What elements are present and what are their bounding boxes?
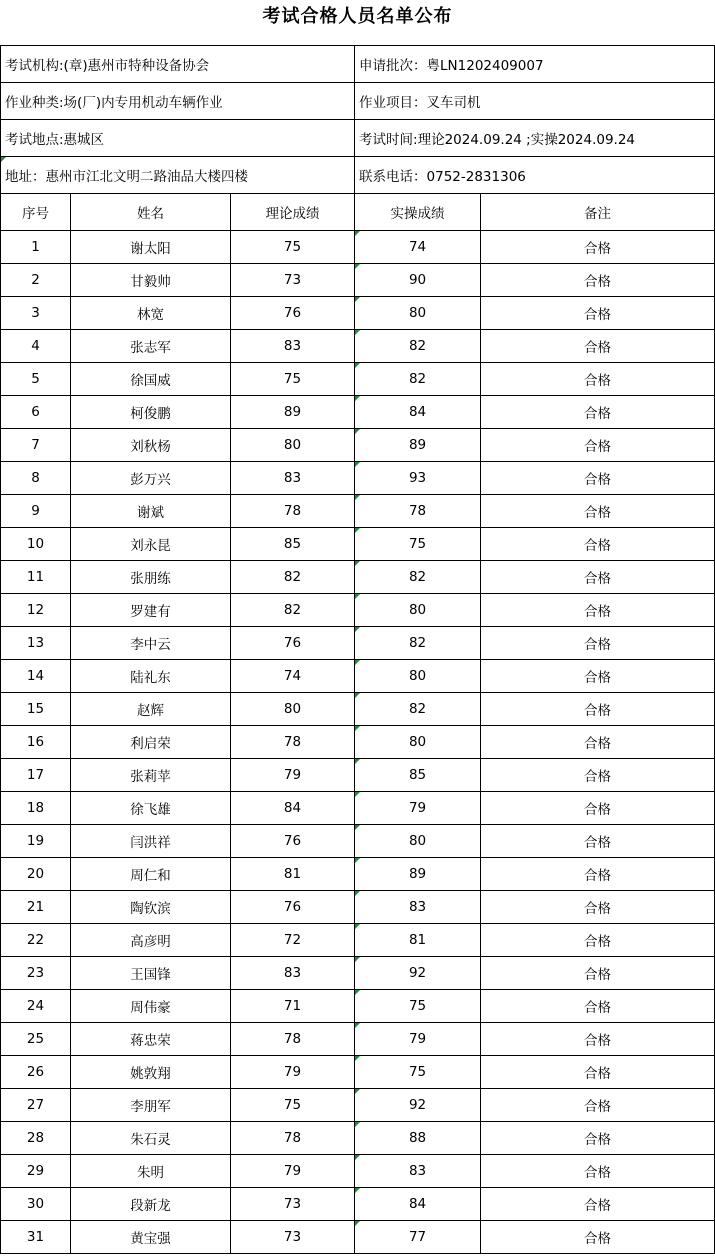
cell-theory-score: 83 (231, 462, 355, 495)
cell-theory-score: 73 (231, 264, 355, 297)
table-row (1, 1221, 715, 1254)
cell-name: 罗建有 (71, 594, 231, 627)
table-row (1, 726, 715, 759)
cell-remark: 合格 (481, 528, 715, 561)
address: 地址：惠州市江北文明二路油品大楼四楼 (1, 157, 355, 194)
cell-remark: 合格 (481, 990, 715, 1023)
cell-index: 7 (1, 429, 71, 462)
cell-index: 20 (1, 858, 71, 891)
cell-name: 谢斌 (71, 495, 231, 528)
cell-remark: 合格 (481, 1122, 715, 1155)
work-type: 作业种类:场(厂)内专用机动车辆作业 (1, 83, 355, 120)
cell-theory-score: 75 (231, 231, 355, 264)
cell-remark: 合格 (481, 759, 715, 792)
cell-name: 朱明 (71, 1155, 231, 1188)
cell-remark: 合格 (481, 561, 715, 594)
cell-practice-score: 84 (355, 396, 481, 429)
cell-name: 利启荣 (71, 726, 231, 759)
table-row (1, 594, 715, 627)
header-remark: 备注 (481, 194, 715, 231)
cell-practice-score: 82 (355, 363, 481, 396)
cell-name: 段新龙 (71, 1188, 231, 1221)
table-row (1, 1122, 715, 1155)
page-title: 考试合格人员名单公布 (262, 6, 453, 27)
table-row (1, 363, 715, 396)
cell-theory-score: 71 (231, 990, 355, 1023)
cell-practice-score: 83 (355, 891, 481, 924)
cell-practice-score: 75 (355, 1056, 481, 1089)
table-row (1, 1023, 715, 1056)
cell-name: 赵辉 (71, 693, 231, 726)
cell-index: 3 (1, 297, 71, 330)
cell-name: 黄宝强 (71, 1221, 231, 1254)
cell-index: 16 (1, 726, 71, 759)
table-row (1, 627, 715, 660)
cell-index: 9 (1, 495, 71, 528)
cell-practice-score: 82 (355, 330, 481, 363)
cell-theory-score: 78 (231, 726, 355, 759)
cell-index: 29 (1, 1155, 71, 1188)
cell-index: 27 (1, 1089, 71, 1122)
info-row-4 (1, 157, 715, 194)
results-table (0, 45, 715, 1254)
table-row (1, 693, 715, 726)
cell-index: 15 (1, 693, 71, 726)
cell-index: 13 (1, 627, 71, 660)
cell-theory-score: 72 (231, 924, 355, 957)
cell-name: 甘毅帅 (71, 264, 231, 297)
table-row (1, 231, 715, 264)
cell-theory-score: 75 (231, 1089, 355, 1122)
cell-remark: 合格 (481, 891, 715, 924)
cell-practice-score: 75 (355, 528, 481, 561)
cell-remark: 合格 (481, 693, 715, 726)
cell-theory-score: 76 (231, 297, 355, 330)
cell-index: 1 (1, 231, 71, 264)
table-row (1, 1089, 715, 1122)
table-row (1, 495, 715, 528)
cell-index: 2 (1, 264, 71, 297)
header-index: 序号 (1, 194, 71, 231)
cell-remark: 合格 (481, 462, 715, 495)
cell-theory-score: 78 (231, 495, 355, 528)
cell-name: 蒋忠荣 (71, 1023, 231, 1056)
exam-org: 考试机构:(章)惠州市特种设备协会 (1, 46, 355, 83)
cell-remark: 合格 (481, 363, 715, 396)
table-row (1, 891, 715, 924)
table-row (1, 330, 715, 363)
cell-index: 25 (1, 1023, 71, 1056)
cell-remark: 合格 (481, 1188, 715, 1221)
cell-index: 10 (1, 528, 71, 561)
cell-remark: 合格 (481, 297, 715, 330)
table-row (1, 759, 715, 792)
cell-name: 张朋练 (71, 561, 231, 594)
cell-practice-score: 77 (355, 1221, 481, 1254)
cell-name: 王国锋 (71, 957, 231, 990)
cell-theory-score: 89 (231, 396, 355, 429)
cell-practice-score: 85 (355, 759, 481, 792)
table-row (1, 429, 715, 462)
cell-practice-score: 78 (355, 495, 481, 528)
cell-practice-score: 93 (355, 462, 481, 495)
table-row (1, 825, 715, 858)
cell-practice-score: 80 (355, 825, 481, 858)
cell-index: 14 (1, 660, 71, 693)
cell-index: 23 (1, 957, 71, 990)
cell-name: 林宽 (71, 297, 231, 330)
cell-practice-score: 80 (355, 726, 481, 759)
cell-remark: 合格 (481, 429, 715, 462)
cell-index: 22 (1, 924, 71, 957)
cell-theory-score: 79 (231, 759, 355, 792)
cell-theory-score: 78 (231, 1023, 355, 1056)
cell-practice-score: 74 (355, 231, 481, 264)
cell-name: 高彦明 (71, 924, 231, 957)
cell-name: 周仁和 (71, 858, 231, 891)
exam-location: 考试地点:惠城区 (1, 120, 355, 157)
cell-theory-score: 75 (231, 363, 355, 396)
info-row-2 (1, 83, 715, 120)
cell-remark: 合格 (481, 825, 715, 858)
cell-practice-score: 92 (355, 957, 481, 990)
cell-index: 21 (1, 891, 71, 924)
table-row (1, 1155, 715, 1188)
table-row (1, 561, 715, 594)
cell-remark: 合格 (481, 1155, 715, 1188)
header-practice: 实操成绩 (355, 194, 481, 231)
table-header (1, 194, 715, 231)
table-row (1, 792, 715, 825)
cell-index: 30 (1, 1188, 71, 1221)
application-batch: 申请批次：粤LN1202409007 (355, 46, 715, 83)
cell-name: 闫洪祥 (71, 825, 231, 858)
cell-theory-score: 76 (231, 825, 355, 858)
cell-index: 24 (1, 990, 71, 1023)
cell-index: 17 (1, 759, 71, 792)
cell-remark: 合格 (481, 1221, 715, 1254)
cell-remark: 合格 (481, 1089, 715, 1122)
cell-practice-score: 82 (355, 627, 481, 660)
cell-practice-score: 90 (355, 264, 481, 297)
cell-name: 李中云 (71, 627, 231, 660)
table-row (1, 264, 715, 297)
cell-practice-score: 75 (355, 990, 481, 1023)
cell-remark: 合格 (481, 264, 715, 297)
cell-theory-score: 80 (231, 693, 355, 726)
exam-time: 考试时间:理论2024.09.24 ;实操2024.09.24 (355, 120, 715, 157)
cell-theory-score: 76 (231, 627, 355, 660)
cell-practice-score: 84 (355, 1188, 481, 1221)
cell-name: 朱石灵 (71, 1122, 231, 1155)
cell-theory-score: 85 (231, 528, 355, 561)
cell-name: 陶钦滨 (71, 891, 231, 924)
cell-theory-score: 73 (231, 1188, 355, 1221)
cell-practice-score: 80 (355, 594, 481, 627)
header-theory: 理论成绩 (231, 194, 355, 231)
cell-practice-score: 81 (355, 924, 481, 957)
cell-practice-score: 89 (355, 429, 481, 462)
cell-remark: 合格 (481, 957, 715, 990)
cell-remark: 合格 (481, 726, 715, 759)
cell-index: 12 (1, 594, 71, 627)
cell-name: 柯俊鹏 (71, 396, 231, 429)
cell-index: 4 (1, 330, 71, 363)
cell-name: 李朋军 (71, 1089, 231, 1122)
cell-practice-score: 79 (355, 1023, 481, 1056)
cell-remark: 合格 (481, 231, 715, 264)
cell-remark: 合格 (481, 627, 715, 660)
cell-theory-score: 76 (231, 891, 355, 924)
work-item: 作业项目：叉车司机 (355, 83, 715, 120)
cell-name: 张莉苹 (71, 759, 231, 792)
cell-name: 张志军 (71, 330, 231, 363)
cell-practice-score: 80 (355, 660, 481, 693)
cell-name: 彭万兴 (71, 462, 231, 495)
cell-remark: 合格 (481, 330, 715, 363)
cell-practice-score: 92 (355, 1089, 481, 1122)
contact-phone: 联系电话：0752-2831306 (355, 157, 715, 194)
cell-practice-score: 82 (355, 561, 481, 594)
cell-remark: 合格 (481, 792, 715, 825)
header-name: 姓名 (71, 194, 231, 231)
cell-name: 徐国威 (71, 363, 231, 396)
cell-name: 姚敦翔 (71, 1056, 231, 1089)
cell-name: 周伟豪 (71, 990, 231, 1023)
cell-theory-score: 83 (231, 330, 355, 363)
cell-theory-score: 82 (231, 594, 355, 627)
cell-name: 刘永昆 (71, 528, 231, 561)
cell-practice-score: 83 (355, 1155, 481, 1188)
cell-name: 刘秋杨 (71, 429, 231, 462)
cell-theory-score: 78 (231, 1122, 355, 1155)
table-row (1, 396, 715, 429)
table-row (1, 297, 715, 330)
cell-remark: 合格 (481, 660, 715, 693)
cell-remark: 合格 (481, 858, 715, 891)
cell-theory-score: 81 (231, 858, 355, 891)
cell-practice-score: 88 (355, 1122, 481, 1155)
cell-remark: 合格 (481, 495, 715, 528)
cell-practice-score: 79 (355, 792, 481, 825)
cell-index: 31 (1, 1221, 71, 1254)
table-row (1, 924, 715, 957)
cell-name: 谢太阳 (71, 231, 231, 264)
cell-index: 18 (1, 792, 71, 825)
cell-theory-score: 82 (231, 561, 355, 594)
cell-remark: 合格 (481, 1056, 715, 1089)
cell-index: 6 (1, 396, 71, 429)
cell-index: 11 (1, 561, 71, 594)
cell-index: 8 (1, 462, 71, 495)
cell-remark: 合格 (481, 396, 715, 429)
cell-theory-score: 80 (231, 429, 355, 462)
cell-practice-score: 80 (355, 297, 481, 330)
cell-index: 28 (1, 1122, 71, 1155)
table-row (1, 990, 715, 1023)
cell-remark: 合格 (481, 924, 715, 957)
table-row (1, 528, 715, 561)
cell-theory-score: 79 (231, 1056, 355, 1089)
info-row-1 (1, 46, 715, 83)
cell-practice-score: 82 (355, 693, 481, 726)
table-row (1, 1188, 715, 1221)
cell-theory-score: 73 (231, 1221, 355, 1254)
cell-index: 5 (1, 363, 71, 396)
table-row (1, 858, 715, 891)
table-row (1, 1056, 715, 1089)
cell-theory-score: 84 (231, 792, 355, 825)
cell-theory-score: 83 (231, 957, 355, 990)
cell-index: 19 (1, 825, 71, 858)
table-row (1, 957, 715, 990)
cell-name: 陆礼东 (71, 660, 231, 693)
cell-index: 26 (1, 1056, 71, 1089)
cell-practice-score: 89 (355, 858, 481, 891)
cell-theory-score: 79 (231, 1155, 355, 1188)
cell-name: 徐飞雄 (71, 792, 231, 825)
cell-theory-score: 74 (231, 660, 355, 693)
table-row (1, 660, 715, 693)
info-row-3 (1, 120, 715, 157)
cell-remark: 合格 (481, 594, 715, 627)
table-row (1, 462, 715, 495)
cell-remark: 合格 (481, 1023, 715, 1056)
